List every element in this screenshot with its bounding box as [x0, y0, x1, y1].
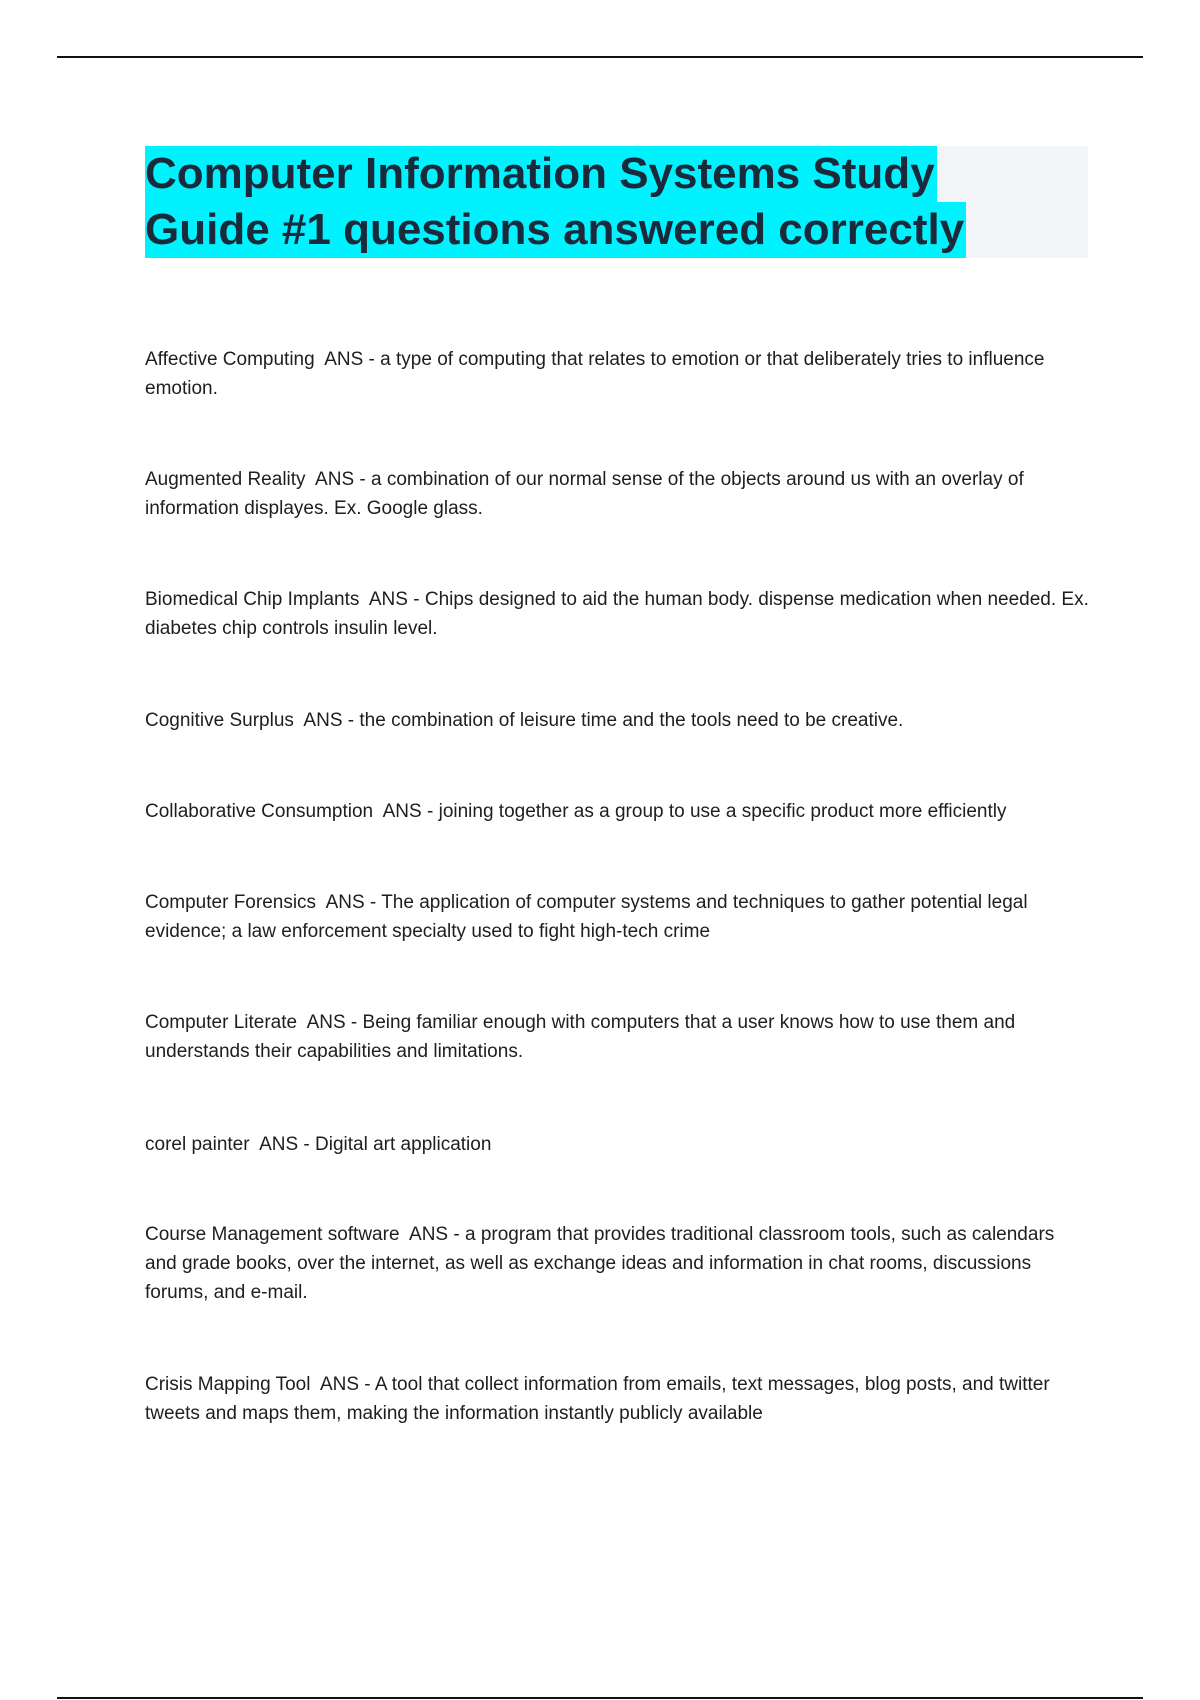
entry-definition: A tool that collect information from emails, text messages, blog posts, and twitter tweets and maps them, making the information instantly publicly available — [145, 1374, 1050, 1424]
entry-affective-computing — [145, 345, 1090, 403]
entry-course-management-software — [145, 1220, 1090, 1307]
entry-computer-literate — [145, 1008, 1090, 1066]
top-rule — [57, 56, 1143, 58]
entry-definition: Digital art application — [315, 1134, 492, 1155]
entry-term: Affective Computing — [145, 349, 315, 370]
entry-biomedical-chip-implants — [145, 585, 1090, 643]
entry-term: Collaborative Consumption — [145, 801, 374, 822]
entry-definition: a combination of our normal sense of the objects around us with an overlay of information displayes. Ex. Google glass. — [145, 469, 1024, 519]
answer-separator: ANS - — [293, 710, 360, 731]
entry-term: Computer Forensics — [145, 892, 317, 913]
entry-cognitive-surplus — [145, 706, 1090, 735]
answer-separator: ANS - — [373, 801, 439, 822]
entry-term: Augmented Reality — [145, 469, 306, 490]
answer-separator: ANS - — [310, 1374, 375, 1395]
answer-separator: ANS - — [316, 892, 382, 913]
answer-separator: ANS - — [297, 1012, 363, 1033]
entry-term: Computer Literate — [145, 1012, 298, 1033]
entry-definition: Being familiar enough with computers that a user knows how to use them and understands their capabilities and limitations. — [145, 1012, 1016, 1062]
entry-term: corel painter — [145, 1134, 250, 1155]
entry-definition: a type of computing that relates to emotion or that deliberately tries to influence emotion. — [145, 349, 1045, 399]
answer-separator: ANS - — [249, 1134, 316, 1155]
page-title — [145, 146, 1088, 258]
answer-separator: ANS - — [314, 349, 381, 370]
answer-separator: ANS - — [359, 589, 425, 610]
entry-term: Biomedical Chip Implants — [145, 589, 360, 610]
entry-term: Course Management software — [145, 1224, 400, 1245]
title-line-1: Computer Information Systems Study — [145, 146, 937, 202]
entry-computer-forensics — [145, 888, 1090, 946]
entry-term: Cognitive Surplus — [145, 710, 294, 731]
entry-definition: a program that provides traditional classroom tools, such as calendars and grade books, over the internet, as well as exchange ideas and information in chat rooms, discussions forums, and e-mail. — [145, 1224, 1055, 1303]
entry-corel-painter — [145, 1130, 1090, 1159]
answer-separator: ANS - — [305, 469, 372, 490]
entry-definition: the combination of leisure time and the tools need to be creative. — [359, 710, 904, 731]
entry-crisis-mapping-tool — [145, 1370, 1090, 1428]
entry-collaborative-consumption — [145, 797, 1090, 826]
answer-separator: ANS - — [399, 1224, 465, 1245]
title-line-2: Guide #1 questions answered correctly — [145, 202, 966, 258]
entry-augmented-reality — [145, 465, 1090, 523]
entry-definition: The application of computer systems and techniques to gather potential legal evidence; a law enforcement specialty used to fight high-tech crime — [145, 892, 1028, 942]
bottom-rule — [57, 1697, 1143, 1699]
title-block — [145, 146, 1088, 258]
entry-term: Crisis Mapping Tool — [145, 1374, 311, 1395]
entry-definition: Chips designed to aid the human body. dispense medication when needed. Ex. diabetes chip controls insulin level. — [145, 589, 1089, 639]
entry-definition: joining together as a group to use a specific product more efficiently — [438, 801, 1007, 822]
